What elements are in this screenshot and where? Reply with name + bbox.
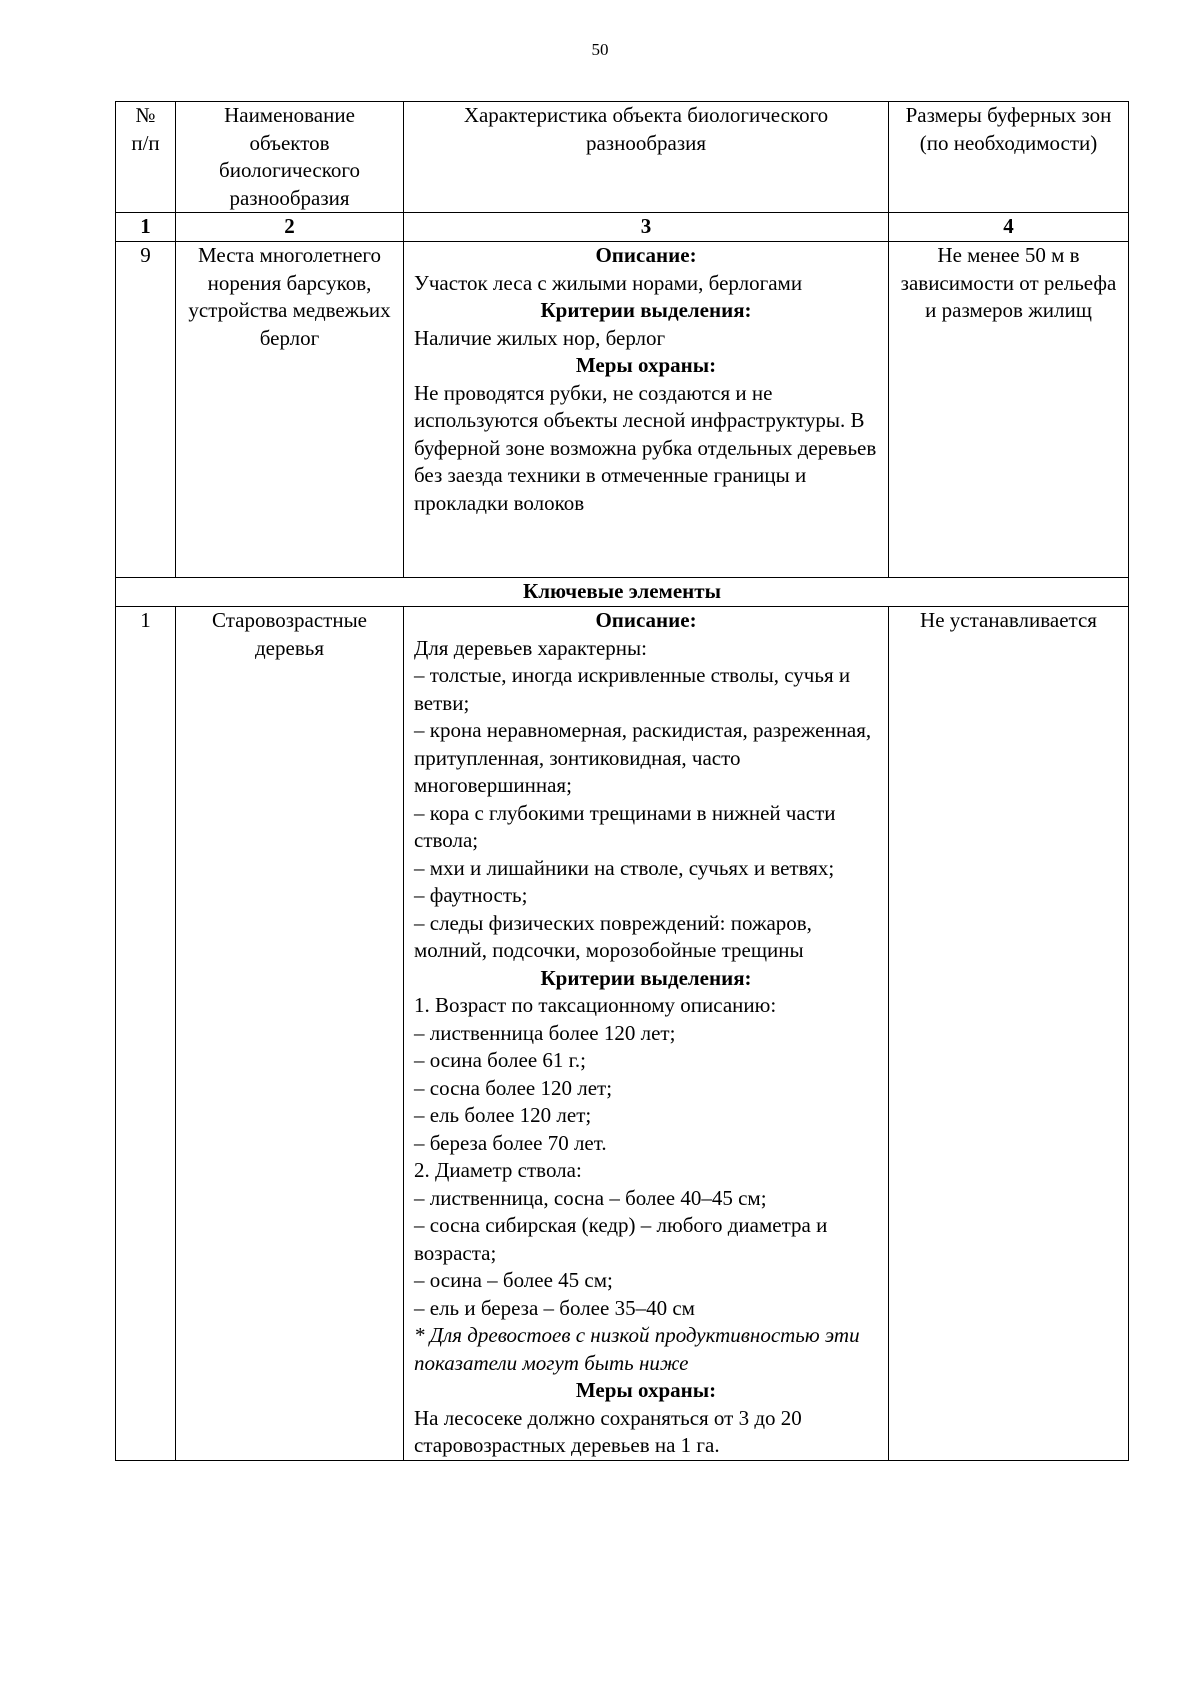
protection-text: На лесосеке должно сохраняться от 3 до 20 старовозрастных деревьев на 1 га. <box>414 1405 802 1457</box>
criteria-heading: Критерии выделения: <box>540 298 752 322</box>
object-characteristics <box>404 607 889 1461</box>
description-line: – толстые, иногда искривленные стволы, сучья и ветви; <box>414 663 851 715</box>
biodiversity-table <box>115 101 1129 1461</box>
description-line: – мхи и лишайники на стволе, сучьях и ветвях; <box>414 855 835 880</box>
row-number: 1 <box>116 607 176 1461</box>
criteria-line: – осина более 61 г.; <box>414 1048 586 1072</box>
criteria-line: – лиственница более 120 лет; <box>414 1020 676 1045</box>
criteria-note: * Для древостоев с низкой продуктивностью эти показатели могут быть ниже <box>414 1323 860 1375</box>
column-numbers-row <box>116 213 1129 242</box>
header-buffer-zones: Размеры буферных зон (по необходимости) <box>889 102 1129 213</box>
criteria-line: – ель более 120 лет; <box>414 1103 592 1127</box>
column-number: 4 <box>889 213 1129 242</box>
criteria-line: 1. Возраст по таксационному описанию: <box>414 993 777 1017</box>
section-title: Ключевые элементы <box>116 578 1129 607</box>
criteria-heading: Критерии выделения: <box>540 965 752 990</box>
table-row <box>116 242 1129 578</box>
description-heading: Описание: <box>595 608 697 632</box>
header-characteristics: Характеристика объекта биологического разнообразия <box>404 102 889 213</box>
criteria-line: – ель и береза – более 35–40 см <box>414 1295 695 1320</box>
column-number: 1 <box>116 213 176 242</box>
description-line: – крона неравномерная, раскидистая, разреженная, притупленная, зонтиковидная, часто многовершинная; <box>414 718 872 797</box>
column-number: 2 <box>176 213 404 242</box>
buffer-size: Не устанавливается <box>889 607 1129 1461</box>
criteria-line: – береза более 70 лет. <box>414 1130 607 1155</box>
description-line: – кора с глубокими трещинами в нижней части ствола; <box>414 800 836 852</box>
header-object-name: Наименование объектов биологического разнообразия <box>176 102 404 213</box>
criteria-line: – осина – более 45 см; <box>414 1268 613 1292</box>
object-name: Старовозрастные деревья <box>176 607 404 1461</box>
criteria-line: – лиственница, сосна – более 40–45 см; <box>414 1185 767 1210</box>
description-line: Для деревьев характерны: <box>414 635 647 660</box>
table-row <box>116 607 1129 1461</box>
description-line: – следы физических повреждений: пожаров, молний, подсочки, морозобойные трещины <box>414 910 812 962</box>
criteria-text: Наличие жилых нор, берлог <box>414 325 666 350</box>
buffer-size: Не менее 50 м в зависимости от рельефа и размеров жилищ <box>889 242 1129 578</box>
object-name: Места многолетнего норения барсуков, устройства медвежьих берлог <box>176 242 404 578</box>
column-number: 3 <box>404 213 889 242</box>
header-number: № п/п <box>116 102 176 213</box>
criteria-line: 2. Диаметр ствола: <box>414 1158 582 1182</box>
table-header-row <box>116 102 1129 213</box>
row-number: 9 <box>116 242 176 578</box>
criteria-line: – сосна более 120 лет; <box>414 1075 613 1100</box>
protection-heading: Меры охраны: <box>575 353 717 377</box>
protection-text: Не проводятся рубки, не создаются и не используются объекты лесной инфраструктуры. В буферной зоне возможна рубка отдельных деревьев без заезда техники в отмеченные границы и прокладки волоков <box>414 380 877 515</box>
description-line: – фаутность; <box>414 883 528 907</box>
object-characteristics <box>404 242 889 578</box>
section-row <box>116 578 1129 607</box>
description-heading: Описание: <box>595 243 697 267</box>
criteria-line: – сосна сибирская (кедр) – любого диаметра и возраста; <box>414 1213 828 1265</box>
description-text: Участок леса с жилыми норами, берлогами <box>414 270 803 295</box>
page-number: 50 <box>591 40 609 59</box>
protection-heading: Меры охраны: <box>575 1378 717 1402</box>
